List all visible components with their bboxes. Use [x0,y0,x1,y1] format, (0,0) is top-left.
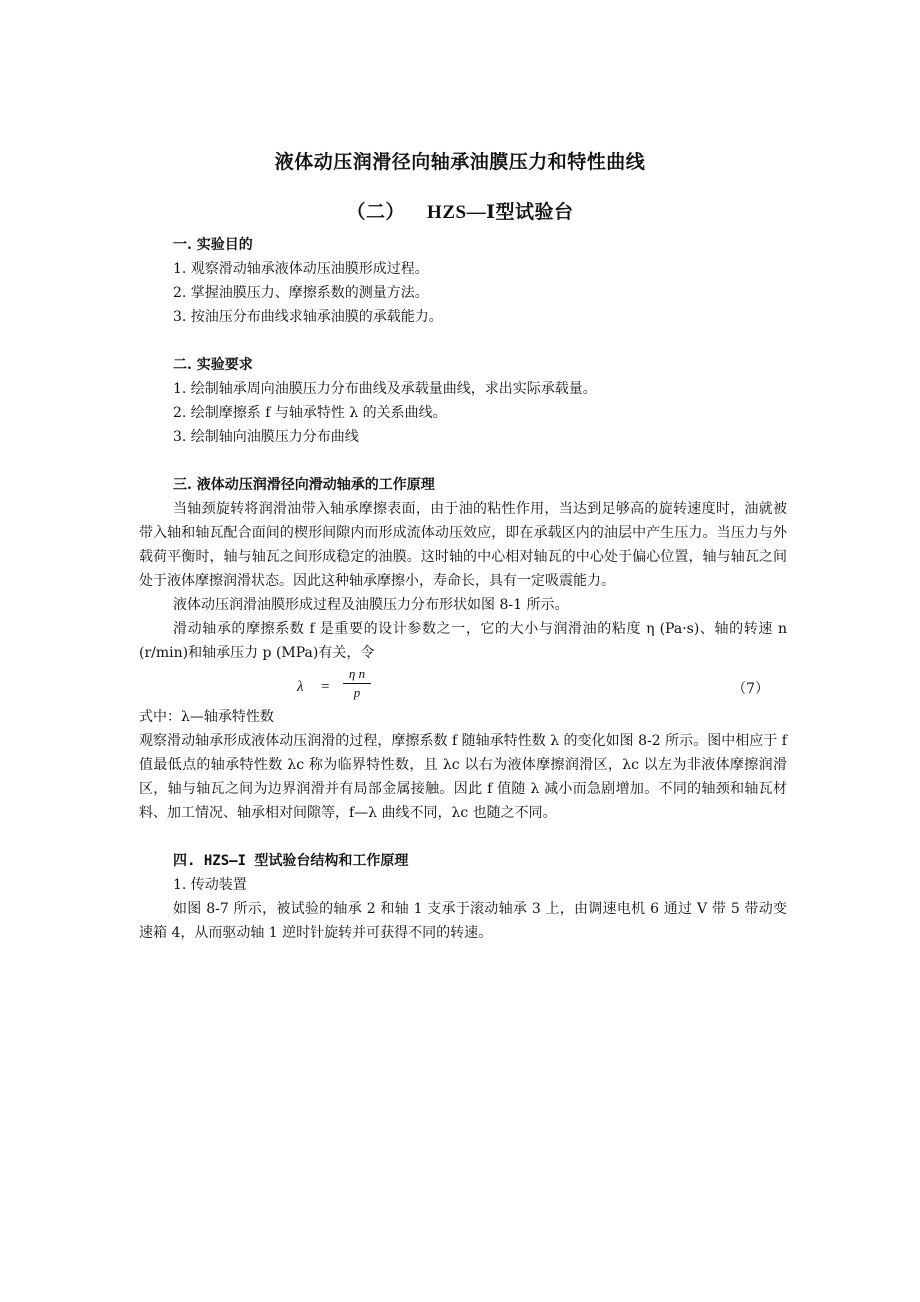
formula-where: 式中：λ—轴承特性数 [139,709,274,725]
section-3-heading: 三. 液体动压润滑径向滑动轴承的工作原理 [173,477,435,493]
section-2-item-3: 3. 绘制轴向油膜压力分布曲线 [173,429,359,445]
main-title: 液体动压润滑径向轴承油膜压力和特性曲线 [274,151,646,173]
section-3-paragraph-3: 滑动轴承的摩擦系数 f 是重要的设计参数之一，它的大小与润滑油的粘度 η (Pa·s)、轴的转速 n (r/min)和轴承压力 p (MPa)有关，令 [139,621,787,661]
document-body [139,233,787,945]
section-3-paragraph-4: 观察滑动轴承形成液体动压润滑的过程，摩擦系数 f 随轴承特性数 λ 的变化如图 8-2 所示。图中相应于 f 值最低点的轴承特性数 λc 称为临界特性数，且 λc 以右为液体摩擦润滑区，λc 以左为非液体摩擦润滑区，轴与轴瓦之间为边界润滑并有局部金属接触。因此 f 值随 λ 减小而急剧增加。不同的轴颈和轴瓦材料、加工情况、轴承相对间隙等，f—λ 曲线不同，λc 也随之不同。 [139,733,787,821]
equation-number: （7） [732,681,769,697]
formula-numerator: η n [348,666,366,681]
section-1-heading: 一. 实验目的 [173,237,253,253]
section-4-heading: 四. HZS—I 型试验台结构和工作原理 [173,853,409,869]
subtitle [0,197,920,224]
formula-fraction [343,665,371,702]
section-1-item-2: 2. 掌握油膜压力、摩擦系数的测量方法。 [173,285,429,301]
section-1-item-3: 3. 按油压分布曲线求轴承油膜的承载能力。 [173,309,443,325]
section-2-heading: 二. 实验要求 [173,357,253,373]
subtitle-paren: （二） [346,201,406,223]
formula-denominator: p [353,685,361,700]
formula-row [139,665,787,705]
section-3-paragraph-2: 液体动压润滑油膜形成过程及油膜压力分布形状如图 8-1 所示。 [173,597,569,613]
section-2-item-2: 2. 绘制摩擦系 f 与轴承特性 λ 的关系曲线。 [173,405,447,421]
subtitle-model: HZS—Ⅰ型试验台 [427,202,574,223]
section-3-paragraph-1: 当轴颈旋转将润滑油带入轴承摩擦表面，由于油的粘性作用，当达到足够高的旋转速度时，油就被带入轴和轴瓦配合面间的楔形间隙内而形成流体动压效应，即在承载区内的油层中产生压力。当压力与外载荷平衡时，轴与轴瓦之间形成稳定的油膜。这时轴的中心相对轴瓦的中心处于偏心位置，轴与轴瓦之间处于液体摩擦润滑状态。因此这种轴承摩擦小，寿命长，具有一定吸震能力。 [139,501,787,589]
section-1-item-1: 1. 观察滑动轴承液体动压油膜形成过程。 [173,261,429,277]
formula-equals: = [321,679,330,695]
section-4-item-1: 1. 传动装置 [173,877,247,893]
formula-lhs: λ [297,679,304,695]
section-4-paragraph-1: 如图 8-7 所示，被试验的轴承 2 和轴 1 支承于滚动轴承 3 上，由调速电机 6 通过 V 带 5 带动变速箱 4，从而驱动轴 1 逆时针旋转并可获得不同的转速。 [139,901,787,941]
section-2-item-1: 1. 绘制轴承周向油膜压力分布曲线及承载量曲线，求出实际承载量。 [173,381,597,397]
